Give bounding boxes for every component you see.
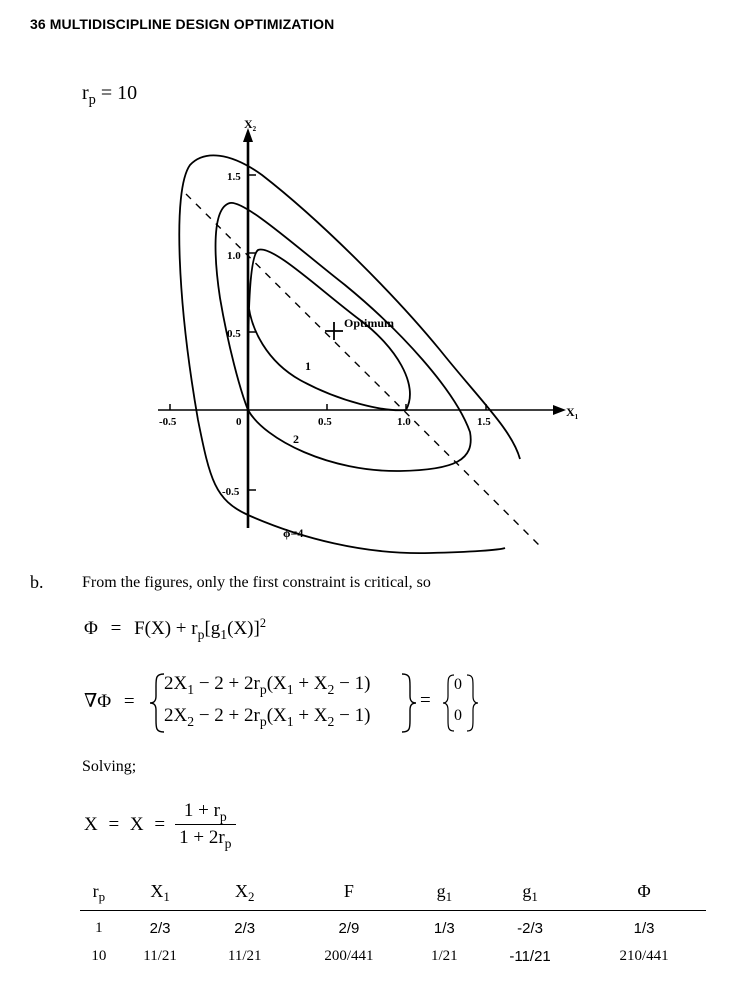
tick-x-0: 0 [236, 416, 242, 428]
results-table [80, 878, 706, 967]
zero-right-brace-icon [464, 672, 480, 734]
table-cell: 2/3 [234, 919, 256, 937]
eq1-rhs-c: (X)] [227, 618, 260, 639]
zero-2: 0 [454, 707, 462, 724]
rp-subscript: p [88, 92, 96, 109]
table-row [80, 911, 706, 940]
rp-symbol: r [82, 82, 89, 104]
table-cell: 1/3 [633, 919, 655, 937]
eq3-lhs: X = X = [84, 813, 166, 835]
eq3-numerator: $1 + r_p$ [175, 800, 235, 825]
eq1-rhs-sub: p [197, 627, 205, 643]
table-cell: 11/21 [143, 947, 177, 964]
part-intro-text: From the figures, only the first constraint is critical, so [82, 574, 431, 591]
tick-y-05: 0.5 [227, 328, 241, 340]
equation-solution [84, 800, 236, 852]
eq1-lhs: Φ [84, 618, 98, 639]
tick-y-10: 1.0 [227, 250, 241, 262]
eq3-fraction [175, 800, 235, 852]
header-x2: $X_2$ [202, 878, 287, 911]
right-brace-icon [398, 672, 418, 734]
zero-1: 0 [454, 676, 462, 693]
table-cell: 10 [91, 947, 107, 964]
x-axis-label: $X_1$ [566, 405, 579, 421]
tick-y-15: 1.5 [227, 171, 241, 183]
eq2-row1: $2X_1 - 2 + 2r_p(X_1 + X_2 - 1)$ [164, 673, 371, 698]
header-g1-second: $g_1$ [478, 878, 582, 911]
eq1-rhs-sup: 2 [259, 616, 266, 631]
tick-x-15: 1.5 [477, 416, 491, 428]
tick-x-10: 1.0 [397, 416, 411, 428]
table-row [80, 939, 706, 967]
eq2-lhs-wrap [84, 690, 135, 713]
eq1-equals: = [110, 618, 122, 639]
y-axis-label: $X_2$ [244, 117, 257, 133]
part-label: b. [30, 572, 44, 592]
table-cell: 210/441 [619, 947, 669, 964]
header-phi: Φ [582, 878, 706, 911]
equation-phi [84, 616, 266, 643]
table-cell: 11/21 [227, 947, 262, 964]
table-cell: 2/9 [338, 919, 360, 937]
eq1-rhs-b: [g [204, 618, 221, 639]
table-cell: 1/21 [431, 947, 458, 964]
table-cell: 1/3 [433, 919, 455, 937]
table-header-row [80, 878, 706, 911]
tick-x-05: 0.5 [318, 416, 332, 428]
table-cell: 1 [95, 919, 103, 936]
table-cell: 2/3 [149, 919, 171, 937]
optimum-marker-icon [325, 322, 343, 340]
table-cell: -2/3 [517, 919, 543, 937]
x-axis-arrow-icon [553, 405, 566, 415]
table-cell: 200/441 [324, 947, 374, 964]
contour-label-2: 2 [293, 432, 299, 446]
optimum-label: Optimum [344, 316, 395, 330]
contour-label-1: 1 [305, 359, 311, 373]
table-cell: -11/21 [509, 947, 551, 965]
tick-x-neg05: -0.5 [159, 416, 177, 428]
eq1-rhs-sub2: 1 [220, 627, 228, 643]
eq2-row2: $2X_2 - 2 + 2r_p(X_1 + X_2 - 1)$ [164, 705, 371, 730]
eq1-rhs-a: F(X) + r [134, 618, 198, 639]
rp-value: = 10 [95, 82, 138, 104]
eq2-equals-right: = [420, 690, 431, 711]
contour-label-4: ϕ=4 [283, 526, 304, 540]
eq2-equals-left: = [123, 691, 135, 712]
eq2-lhs: ∇Φ [84, 691, 112, 712]
header-g1: $g_1$ [411, 878, 478, 911]
header-rp: $r_p$ [80, 878, 118, 911]
tick-y-neg05: -0.5 [222, 486, 240, 498]
header-x1: $X_1$ [118, 878, 203, 911]
solving-label: Solving; [82, 758, 137, 775]
page-header: 36 MULTIDISCIPLINE DESIGN OPTIMIZATION [30, 16, 335, 32]
header-f: F [287, 878, 411, 911]
constraint-dashed-line [186, 194, 543, 549]
eq3-denominator: $1 + 2r_p$ [179, 827, 232, 852]
contour-2 [216, 203, 471, 471]
